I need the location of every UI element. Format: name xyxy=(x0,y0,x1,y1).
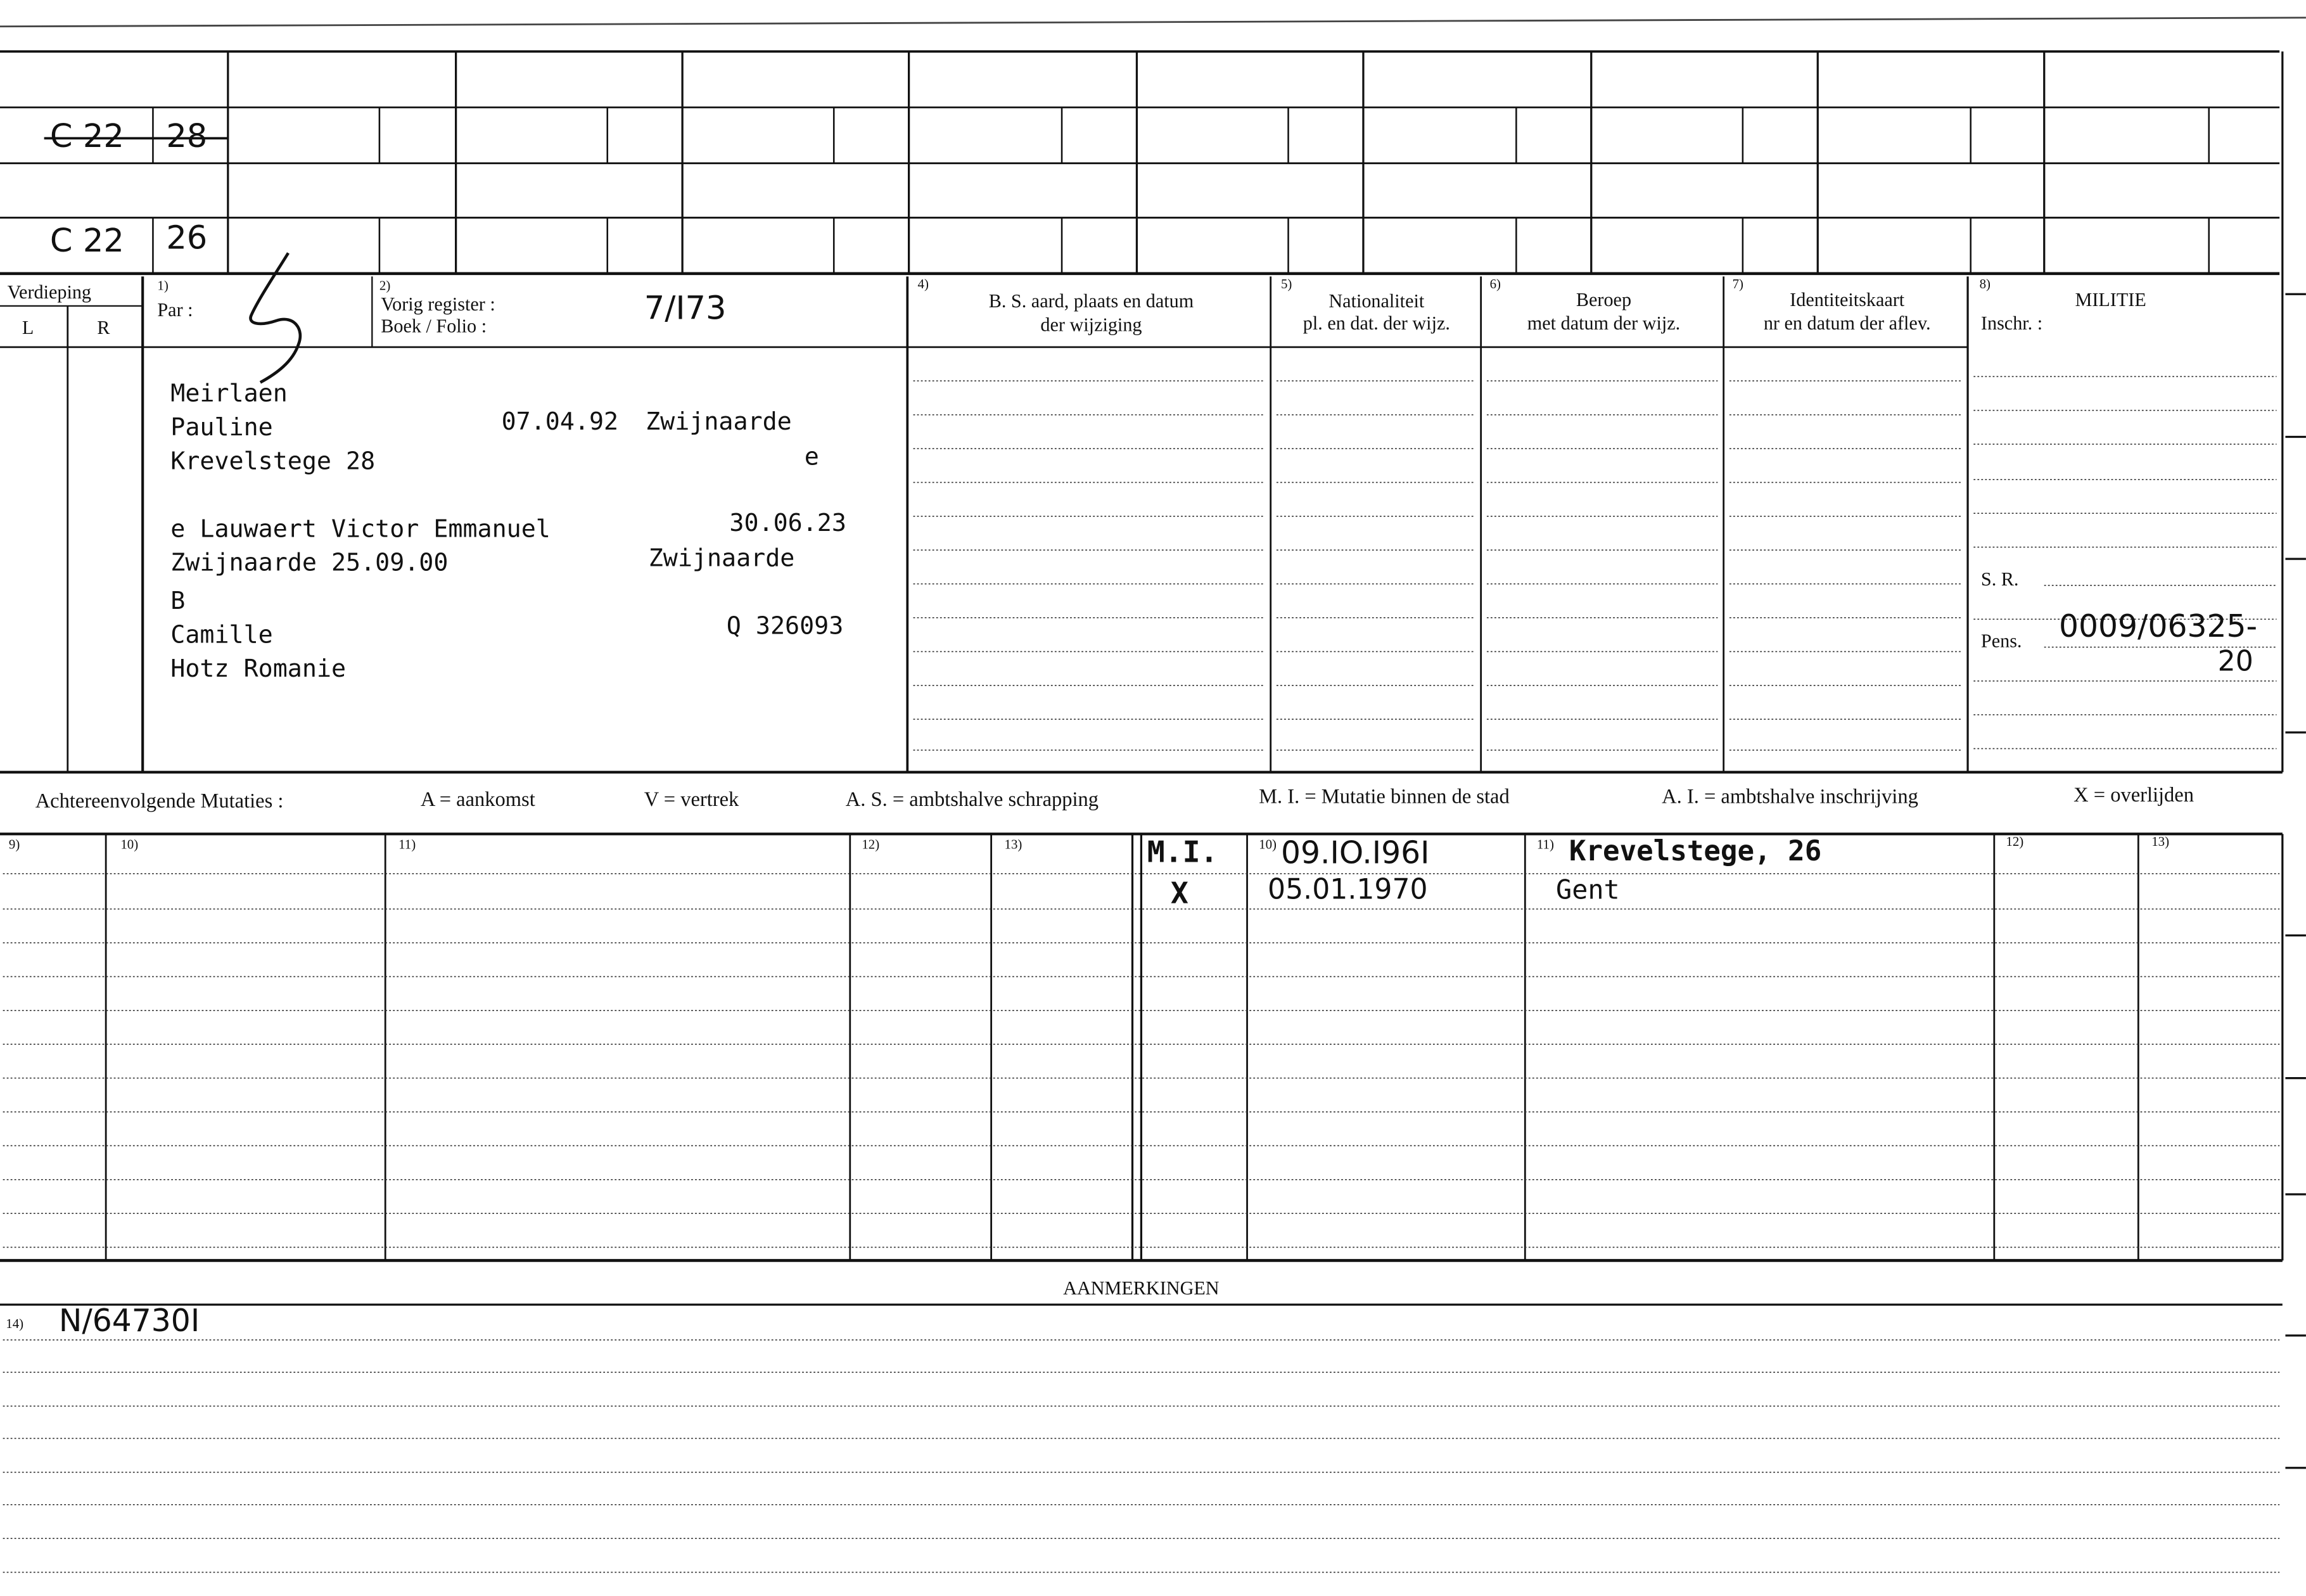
mutation-1-type: M.I. xyxy=(1147,834,1218,869)
legend-a: A = aankomst xyxy=(420,789,535,812)
legend-as: A. S. = ambtshalve schrapping xyxy=(845,789,1099,812)
person-surname: Meirlaen xyxy=(170,379,288,408)
nat-header-1: Nationaliteit xyxy=(1328,290,1425,312)
mutation-1-address: Krevelstege, 26 xyxy=(1569,835,1822,868)
verdieping-l: L xyxy=(22,316,34,338)
verdieping-label: Verdieping xyxy=(7,281,92,303)
birth-date: 07.04.92 xyxy=(501,407,619,436)
spouse-name: e Lauwaert Victor Emmanuel xyxy=(170,514,551,543)
mut-col-12: 12) xyxy=(862,836,880,852)
mut-col-10: 10) xyxy=(120,836,139,852)
top-code-2: C 22 xyxy=(49,223,124,260)
birth-place: Zwijnaarde xyxy=(646,407,792,436)
note-4: 4) xyxy=(917,276,929,291)
father-name: Camille xyxy=(170,620,273,649)
verdieping-r: R xyxy=(97,316,110,338)
boek-folio-value: 7/I73 xyxy=(644,291,727,328)
mutation-1-date: 09.IO.I96I xyxy=(1280,835,1430,871)
top-num-1: 28 xyxy=(166,119,208,156)
note-6: 6) xyxy=(1489,276,1501,291)
top-num-2: 26 xyxy=(166,220,208,258)
sr-label: S. R. xyxy=(1980,568,2019,590)
pens-value-1: 0009/06325- xyxy=(2058,609,2258,644)
note-7: 7) xyxy=(1732,276,1744,291)
mut-col-11b: 11) xyxy=(1536,836,1554,852)
aanmerkingen-value: N/64730I xyxy=(58,1303,200,1339)
militie-header: MILITIE xyxy=(2075,288,2146,310)
par-label: Par : xyxy=(157,298,193,321)
bs-header-2: der wijziging xyxy=(1040,313,1142,336)
note-14: 14) xyxy=(6,1316,24,1331)
mut-col-10b: 10) xyxy=(1259,836,1277,852)
mut-col-11: 11) xyxy=(398,836,416,852)
mother-name: Hotz Romanie xyxy=(170,654,347,683)
spouse-birth: Zwijnaarde 25.09.00 xyxy=(170,548,449,577)
id-header-1: Identiteitskaart xyxy=(1790,288,1905,310)
bs-header-1: B. S. aard, plaats en datum xyxy=(988,290,1194,312)
note-2: 2) xyxy=(379,278,391,293)
mutation-2-type: X xyxy=(1170,875,1188,910)
marriage-date: 30.06.23 xyxy=(729,509,846,537)
inschr-label: Inschr. : xyxy=(1980,312,2043,334)
id-header-2: nr en datum der aflev. xyxy=(1763,312,1931,334)
mut-col-9: 9) xyxy=(8,836,20,852)
b-mark: B xyxy=(170,587,186,615)
mut-col-13: 13) xyxy=(1004,836,1022,852)
mut-col-12b: 12) xyxy=(2006,834,2024,849)
id-number: Q 326093 xyxy=(726,611,844,640)
vorig-register-label: Vorig register : xyxy=(381,292,495,315)
legend-title: Achtereenvolgende Mutaties : xyxy=(35,791,284,814)
marriage-place: Zwijnaarde xyxy=(648,544,795,573)
mutation-2-address: Gent xyxy=(1556,875,1620,906)
beroep-header-1: Beroep xyxy=(1576,288,1632,310)
note-1: 1) xyxy=(157,278,169,293)
top-code-1: C 22 xyxy=(49,119,124,156)
legend-x: X = overlijden xyxy=(2073,785,2194,808)
beroep-header-2: met datum der wijz. xyxy=(1527,312,1681,334)
e-mark: e xyxy=(804,442,819,471)
note-5: 5) xyxy=(1280,276,1292,291)
pens-value-2: 20 xyxy=(2217,646,2253,679)
pens-label: Pens. xyxy=(1980,629,2022,652)
person-address: Krevelstege 28 xyxy=(170,447,376,475)
note-8: 8) xyxy=(1979,276,1991,291)
legend-mi: M. I. = Mutatie binnen de stad xyxy=(1259,786,1510,809)
legend-v: V = vertrek xyxy=(644,789,739,812)
nat-header-2: pl. en dat. der wijz. xyxy=(1303,312,1450,334)
legend-ai: A. I. = ambtshalve inschrijving xyxy=(1662,786,1918,809)
mutation-2-date: 05.01.1970 xyxy=(1268,873,1428,906)
aanmerkingen-title: AANMERKINGEN xyxy=(1063,1276,1220,1299)
mut-col-13b: 13) xyxy=(2151,834,2170,849)
person-firstname: Pauline xyxy=(170,413,273,442)
boek-folio-label: Boek / Folio : xyxy=(381,314,487,337)
